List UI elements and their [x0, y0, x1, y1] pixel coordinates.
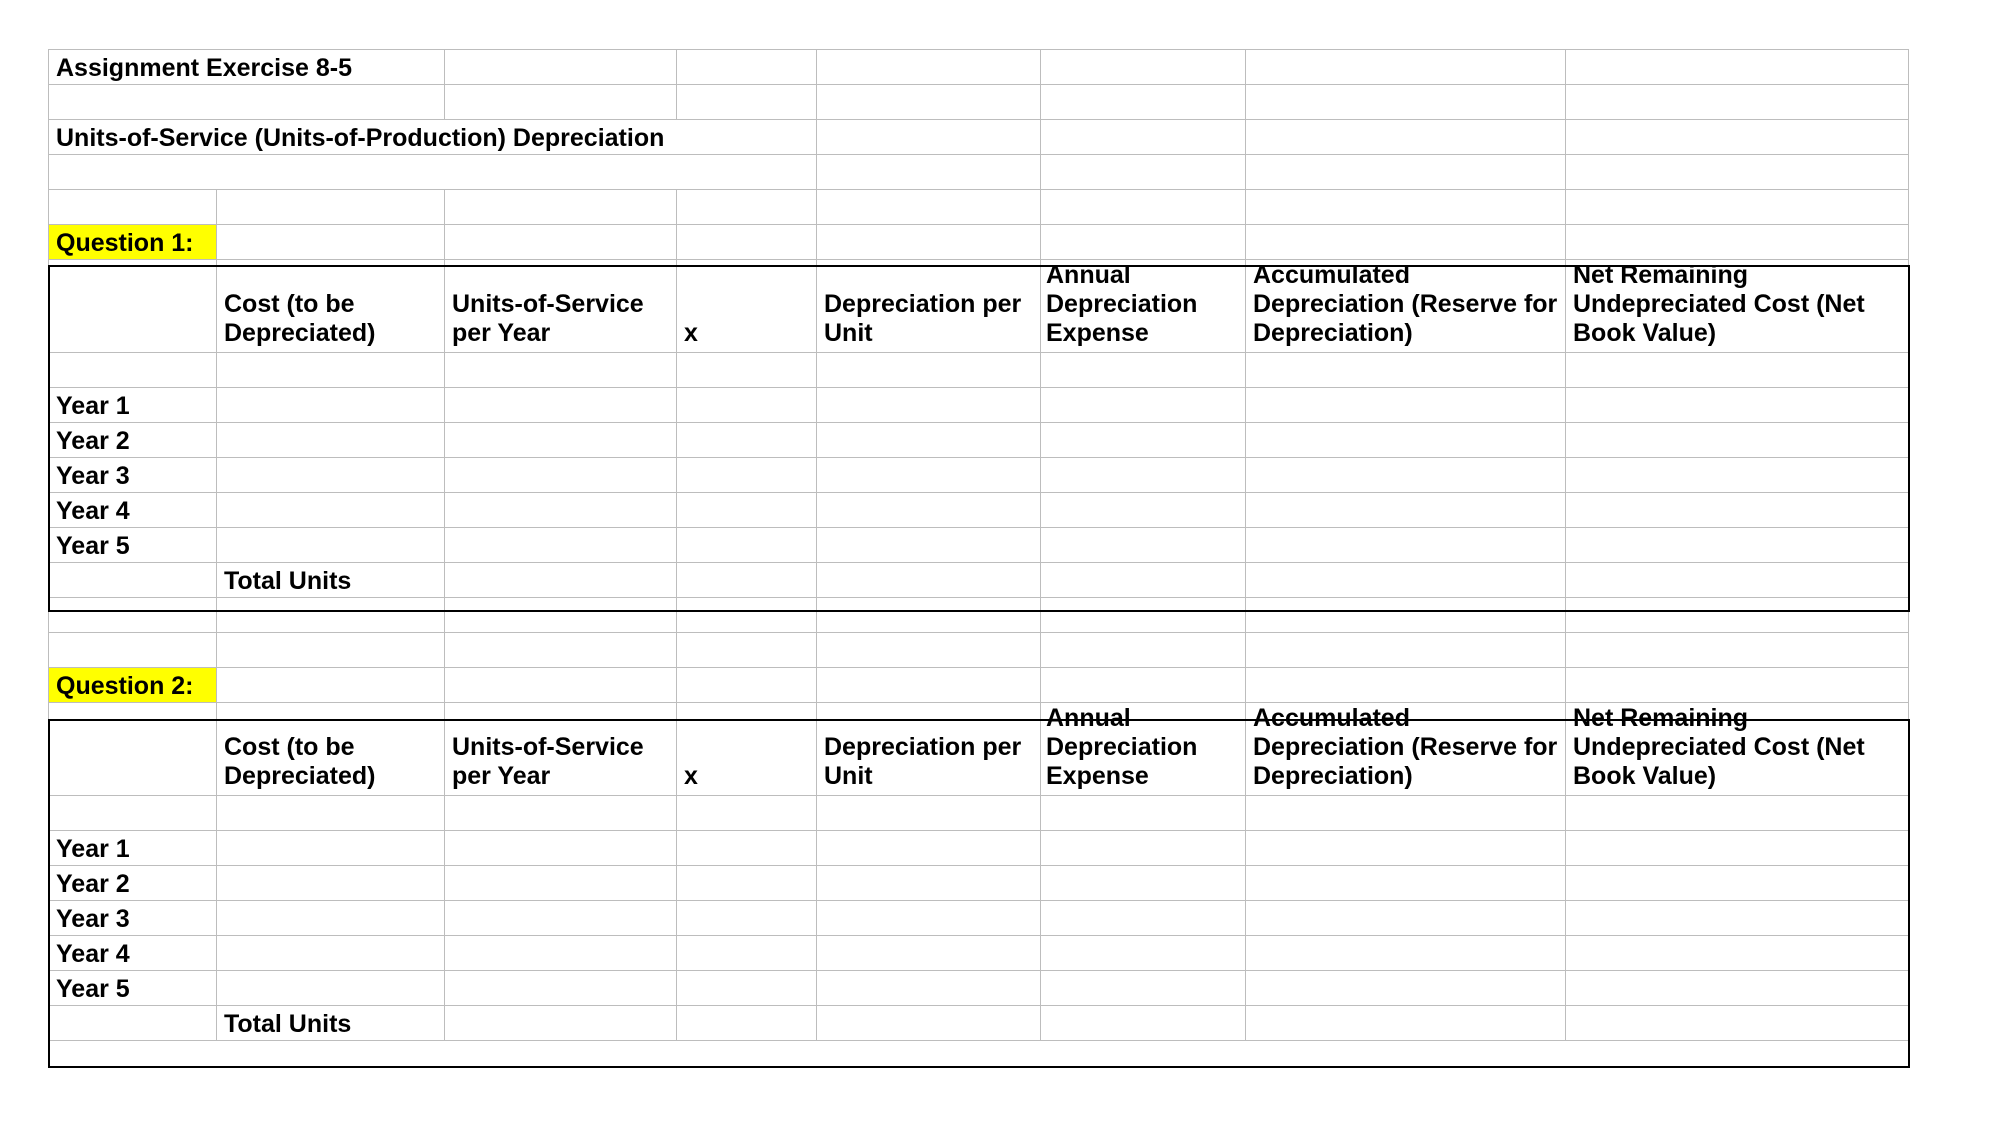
header-dep-per-unit[interactable]: Depreciation per Unit — [817, 703, 1041, 796]
cell[interactable] — [1566, 85, 1909, 120]
header-accumulated[interactable]: Accumulated Depreciation (Reserve for Depreciation) — [1246, 703, 1566, 796]
assignment-title: Assignment Exercise 8-5 — [56, 54, 352, 82]
cell[interactable] — [677, 796, 817, 831]
cell[interactable] — [217, 458, 445, 493]
cell[interactable] — [1566, 155, 1909, 190]
cell[interactable] — [49, 155, 817, 190]
cell[interactable] — [817, 85, 1041, 120]
cell[interactable] — [817, 225, 1041, 260]
cell[interactable] — [1566, 971, 1909, 1006]
cell[interactable] — [1041, 353, 1246, 388]
cell[interactable] — [817, 796, 1041, 831]
cell[interactable] — [1566, 493, 1909, 528]
cell[interactable] — [445, 633, 677, 668]
q2-year-4[interactable]: Year 4 — [49, 936, 217, 971]
cell[interactable] — [1246, 458, 1566, 493]
q2-total-units[interactable]: Total Units — [217, 1006, 445, 1041]
cell[interactable] — [1041, 1006, 1246, 1041]
cell[interactable] — [217, 831, 445, 866]
q2-year-3[interactable]: Year 3 — [49, 901, 217, 936]
cell[interactable] — [1041, 831, 1246, 866]
cell[interactable] — [445, 971, 677, 1006]
cell[interactable] — [1566, 353, 1909, 388]
cell[interactable] — [1041, 866, 1246, 901]
cell[interactable] — [817, 155, 1041, 190]
cell[interactable] — [1041, 936, 1246, 971]
cell[interactable] — [1246, 563, 1566, 598]
cell[interactable] — [217, 866, 445, 901]
cell[interactable] — [817, 388, 1041, 423]
cell[interactable] — [677, 85, 817, 120]
cell[interactable] — [217, 971, 445, 1006]
cell[interactable] — [677, 936, 817, 971]
cell[interactable] — [445, 353, 677, 388]
cell[interactable] — [1041, 493, 1246, 528]
cell[interactable] — [817, 971, 1041, 1006]
spreadsheet-grid — [48, 49, 1909, 1041]
cell[interactable] — [49, 703, 217, 796]
header-accumulated[interactable]: Accumulated Depreciation (Reserve for Depreciation) — [1246, 260, 1566, 353]
cell[interactable] — [1246, 936, 1566, 971]
cell[interactable] — [1041, 120, 1246, 155]
cell[interactable] — [49, 120, 817, 155]
cell[interactable] — [817, 423, 1041, 458]
cell[interactable] — [817, 190, 1041, 225]
cell[interactable] — [1041, 50, 1246, 85]
cell[interactable] — [217, 668, 445, 703]
cell[interactable] — [1566, 668, 1909, 703]
cell[interactable] — [1246, 796, 1566, 831]
q1-total-units[interactable]: Total Units — [217, 563, 445, 598]
cell[interactable] — [1566, 50, 1909, 85]
cell[interactable] — [1041, 598, 1246, 633]
cell[interactable] — [817, 528, 1041, 563]
q2-year-2[interactable]: Year 2 — [49, 866, 217, 901]
cell[interactable] — [1246, 85, 1566, 120]
cell[interactable] — [49, 190, 217, 225]
cell[interactable] — [445, 866, 677, 901]
cell[interactable] — [1246, 633, 1566, 668]
cell[interactable] — [1566, 225, 1909, 260]
cell[interactable] — [1246, 831, 1566, 866]
cell[interactable] — [1566, 831, 1909, 866]
cell[interactable] — [677, 866, 817, 901]
cell[interactable] — [817, 458, 1041, 493]
cell[interactable] — [217, 353, 445, 388]
header-cost[interactable]: Cost (to be Depreciated) — [217, 260, 445, 353]
cell[interactable] — [1246, 353, 1566, 388]
header-units[interactable]: Units-of-Service per Year — [445, 260, 677, 353]
cell[interactable] — [445, 668, 677, 703]
cell[interactable] — [49, 260, 217, 353]
cell[interactable] — [817, 901, 1041, 936]
cell[interactable] — [677, 633, 817, 668]
cell[interactable] — [49, 1006, 217, 1041]
cell[interactable] — [445, 936, 677, 971]
header-net[interactable]: Net Remaining Undepreciated Cost (Net Book Value) — [1566, 703, 1909, 796]
cell[interactable] — [817, 353, 1041, 388]
header-dep-per-unit[interactable]: Depreciation per Unit — [817, 260, 1041, 353]
cell[interactable] — [445, 190, 677, 225]
cell[interactable] — [1041, 796, 1246, 831]
cell[interactable] — [677, 353, 817, 388]
cell[interactable] — [445, 388, 677, 423]
cell[interactable] — [817, 866, 1041, 901]
cell[interactable] — [445, 796, 677, 831]
cell[interactable] — [677, 388, 817, 423]
cell[interactable] — [1246, 1006, 1566, 1041]
cell[interactable] — [445, 458, 677, 493]
cell[interactable] — [1566, 1006, 1909, 1041]
question-1-label[interactable]: Question 1: — [49, 225, 217, 260]
cell[interactable] — [1566, 458, 1909, 493]
cell[interactable] — [217, 388, 445, 423]
cell[interactable] — [1041, 225, 1246, 260]
cell[interactable] — [49, 563, 217, 598]
cell[interactable] — [445, 1006, 677, 1041]
cell[interactable] — [217, 796, 445, 831]
q1-year-2[interactable]: Year 2 — [49, 423, 217, 458]
cell[interactable] — [1566, 598, 1909, 633]
cell[interactable] — [445, 50, 677, 85]
cell[interactable] — [445, 563, 677, 598]
cell[interactable] — [1246, 423, 1566, 458]
cell[interactable] — [49, 796, 217, 831]
cell[interactable] — [217, 190, 445, 225]
cell[interactable] — [677, 901, 817, 936]
cell[interactable] — [1246, 50, 1566, 85]
cell[interactable] — [1246, 120, 1566, 155]
cell[interactable] — [1246, 155, 1566, 190]
cell[interactable] — [49, 633, 217, 668]
cell[interactable] — [1041, 971, 1246, 1006]
cell[interactable] — [677, 528, 817, 563]
cell[interactable] — [677, 423, 817, 458]
cell[interactable] — [817, 936, 1041, 971]
cell[interactable] — [49, 50, 445, 85]
cell[interactable] — [217, 423, 445, 458]
cell[interactable] — [1041, 668, 1246, 703]
cell[interactable] — [1566, 936, 1909, 971]
cell[interactable] — [1566, 120, 1909, 155]
cell[interactable] — [1041, 633, 1246, 668]
cell[interactable] — [817, 50, 1041, 85]
cell[interactable] — [445, 528, 677, 563]
cell[interactable] — [217, 528, 445, 563]
cell[interactable] — [1566, 901, 1909, 936]
cell[interactable] — [1041, 458, 1246, 493]
cell[interactable] — [445, 493, 677, 528]
cell[interactable] — [1246, 866, 1566, 901]
cell[interactable] — [1041, 190, 1246, 225]
cell[interactable] — [217, 598, 445, 633]
cell[interactable] — [677, 1006, 817, 1041]
cell[interactable] — [1041, 388, 1246, 423]
cell[interactable] — [1566, 190, 1909, 225]
cell[interactable] — [1566, 633, 1909, 668]
cell[interactable] — [1246, 528, 1566, 563]
cell[interactable] — [1041, 901, 1246, 936]
cell[interactable] — [217, 225, 445, 260]
cell[interactable] — [217, 493, 445, 528]
cell[interactable] — [817, 633, 1041, 668]
cell[interactable] — [817, 493, 1041, 528]
cell[interactable] — [1246, 190, 1566, 225]
header-units[interactable]: Units-of-Service per Year — [445, 703, 677, 796]
cell[interactable] — [817, 120, 1041, 155]
q1-year-5[interactable]: Year 5 — [49, 528, 217, 563]
cell[interactable] — [677, 668, 817, 703]
assignment-subtitle: Units-of-Service (Units-of-Production) Depreciation — [56, 124, 665, 152]
cell[interactable] — [445, 225, 677, 260]
header-annual[interactable]: Annual Depreciation Expense — [1041, 260, 1246, 353]
q1-year-3[interactable]: Year 3 — [49, 458, 217, 493]
question-2-label[interactable]: Question 2: — [49, 668, 217, 703]
cell[interactable] — [1246, 493, 1566, 528]
cell[interactable] — [1246, 668, 1566, 703]
cell[interactable] — [217, 936, 445, 971]
cell[interactable] — [817, 598, 1041, 633]
header-annual[interactable]: Annual Depreciation Expense — [1041, 703, 1246, 796]
cell[interactable] — [677, 225, 817, 260]
cell[interactable] — [1246, 901, 1566, 936]
cell[interactable] — [677, 190, 817, 225]
cell[interactable] — [677, 458, 817, 493]
cell[interactable] — [1566, 866, 1909, 901]
cell[interactable] — [677, 563, 817, 598]
q2-year-1[interactable]: Year 1 — [49, 831, 217, 866]
cell[interactable] — [1041, 155, 1246, 190]
cell[interactable] — [817, 831, 1041, 866]
header-x[interactable]: x — [677, 260, 817, 353]
q1-year-4[interactable]: Year 4 — [49, 493, 217, 528]
header-x[interactable]: x — [677, 703, 817, 796]
cell[interactable] — [1566, 423, 1909, 458]
cell[interactable] — [817, 563, 1041, 598]
cell[interactable] — [217, 901, 445, 936]
cell[interactable] — [445, 85, 677, 120]
cell[interactable] — [1246, 225, 1566, 260]
cell[interactable] — [1246, 971, 1566, 1006]
cell[interactable] — [1566, 528, 1909, 563]
cell[interactable] — [445, 901, 677, 936]
cell[interactable] — [1246, 388, 1566, 423]
header-cost[interactable]: Cost (to be Depreciated) — [217, 703, 445, 796]
cell[interactable] — [817, 668, 1041, 703]
cell[interactable] — [1041, 423, 1246, 458]
header-net[interactable]: Net Remaining Undepreciated Cost (Net Book Value) — [1566, 260, 1909, 353]
cell[interactable] — [1041, 563, 1246, 598]
cell[interactable] — [445, 831, 677, 866]
cell[interactable] — [677, 831, 817, 866]
cell[interactable] — [1566, 796, 1909, 831]
cell[interactable] — [49, 353, 217, 388]
cell[interactable] — [217, 633, 445, 668]
cell[interactable] — [817, 1006, 1041, 1041]
cell[interactable] — [677, 598, 817, 633]
cell[interactable] — [677, 50, 817, 85]
cell[interactable] — [1041, 85, 1246, 120]
cell[interactable] — [677, 971, 817, 1006]
q2-year-5[interactable]: Year 5 — [49, 971, 217, 1006]
cell[interactable] — [1246, 598, 1566, 633]
cell[interactable] — [49, 85, 445, 120]
cell[interactable] — [1041, 528, 1246, 563]
cell[interactable] — [677, 493, 817, 528]
q1-year-1[interactable]: Year 1 — [49, 388, 217, 423]
cell[interactable] — [445, 423, 677, 458]
cell[interactable] — [445, 598, 677, 633]
cell[interactable] — [1566, 563, 1909, 598]
cell[interactable] — [1566, 388, 1909, 423]
cell[interactable] — [49, 598, 217, 633]
